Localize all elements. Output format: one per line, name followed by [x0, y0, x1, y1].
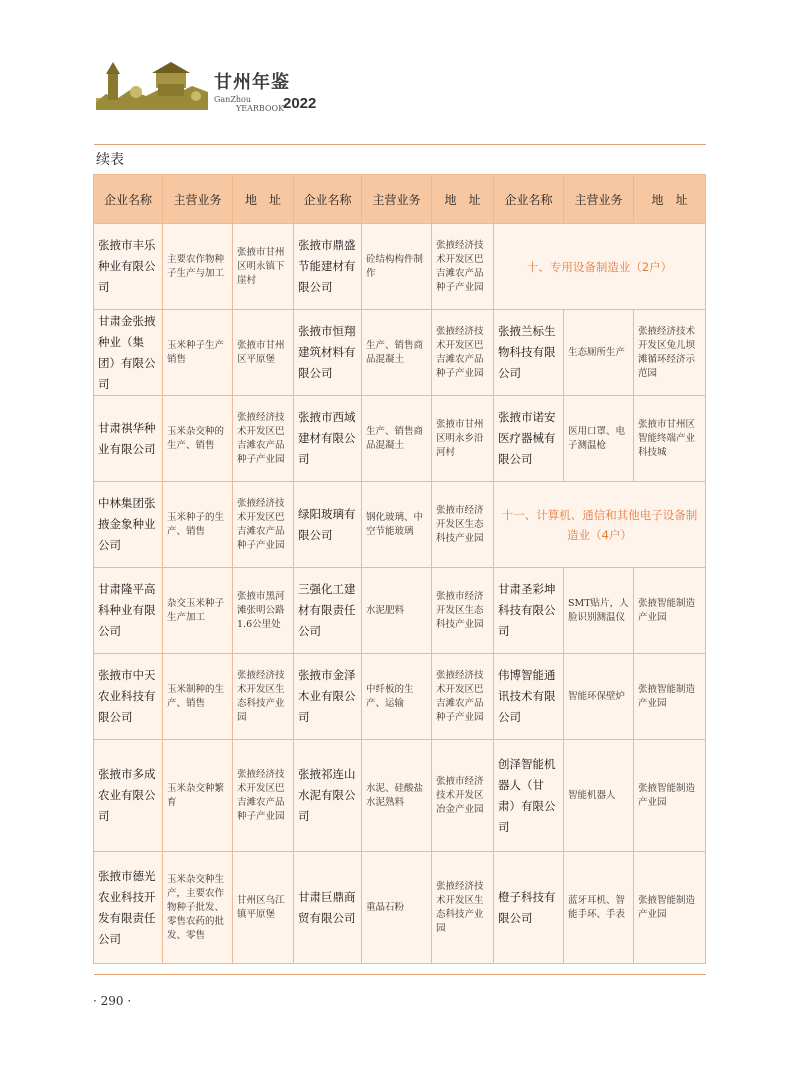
address: 甘州区乌江镇平原堡	[233, 852, 294, 964]
address: 张掖市经济开发区生态科技产业园	[432, 482, 494, 568]
column-header: 企业名称	[494, 175, 564, 224]
address: 张掖经济技术开发区生态科技产业园	[432, 852, 494, 964]
column-header: 企业名称	[294, 175, 362, 224]
address: 张掖市经济技术开发区冶金产业园	[432, 740, 494, 852]
company-name: 伟博智能通讯技术有限公司	[494, 654, 564, 740]
company-name: 张掖市多成农业有限公司	[94, 740, 163, 852]
address: 张掖智能制造产业园	[634, 568, 706, 654]
address: 张掖经济技术开发区巴吉滩农产品种子产业园	[432, 654, 494, 740]
column-header: 企业名称	[94, 175, 163, 224]
city-landscape-logo-icon	[96, 58, 208, 110]
company-name: 甘肃祺华种业有限公司	[94, 396, 163, 482]
table-row	[94, 396, 706, 482]
address: 张掖智能制造产业园	[634, 852, 706, 964]
company-name: 橙子科技有限公司	[494, 852, 564, 964]
main-business: 玉米杂交种繁育	[163, 740, 233, 852]
yearbook-header	[96, 58, 336, 118]
main-business: 玉米种子生产销售	[163, 310, 233, 396]
section-heading: 十一、计算机、通信和其他电子设备制造业（4户）	[494, 482, 706, 568]
address: 张掖经济技术开发区兔儿坝滩循环经济示范园	[634, 310, 706, 396]
yearbook-subtitle-city: GanZhou	[214, 95, 251, 104]
table-row	[94, 482, 706, 568]
table-row	[94, 310, 706, 396]
company-name: 创泽智能机器人（甘肃）有限公司	[494, 740, 564, 852]
continued-label: 续表	[96, 152, 124, 168]
column-header: 地 址	[634, 175, 706, 224]
address: 张掖市甘州区明永乡沿河村	[432, 396, 494, 482]
table-row	[94, 568, 706, 654]
company-name: 张掖市诺安医疗器械有限公司	[494, 396, 564, 482]
table-row	[94, 852, 706, 964]
address: 张掖经济技术开发区生态科技产业园	[233, 654, 294, 740]
main-business: 钢化玻璃、中空节能玻璃	[362, 482, 432, 568]
address: 张掖经济技术开发区巴吉滩农产品种子产业园	[233, 396, 294, 482]
address: 张掖市甘州区明永镇下崖村	[233, 224, 294, 310]
main-business: 生产、销售商品混凝土	[362, 396, 432, 482]
address: 张掖经济技术开发区巴吉滩农产品种子产业园	[233, 740, 294, 852]
company-name: 张掖市丰乐种业有限公司	[94, 224, 163, 310]
company-name: 甘肃圣彩坤科技有限公司	[494, 568, 564, 654]
table-header-row	[94, 175, 706, 224]
main-business: 智能机器人	[564, 740, 634, 852]
main-business: 玉米种子的生产、销售	[163, 482, 233, 568]
company-name: 张掖祁连山水泥有限公司	[294, 740, 362, 852]
main-business: 水泥、硅酸盐水泥熟料	[362, 740, 432, 852]
main-business: 医用口罩、电子测温枪	[564, 396, 634, 482]
address: 张掖智能制造产业园	[634, 740, 706, 852]
bottom-divider	[94, 974, 706, 975]
address: 张掖市甘州区智能终端产业科技城	[634, 396, 706, 482]
main-business: 主要农作物种子生产与加工	[163, 224, 233, 310]
company-name: 中林集团张掖金象种业公司	[94, 482, 163, 568]
enterprise-table	[93, 174, 706, 964]
company-name: 张掖市德光农业科技开发有限责任公司	[94, 852, 163, 964]
main-business: 智能环保壁炉	[564, 654, 634, 740]
company-name: 张掖市中天农业科技有限公司	[94, 654, 163, 740]
address: 张掖经济技术开发区巴吉滩农产品种子产业园	[432, 224, 494, 310]
main-business: 玉米制种的生产、销售	[163, 654, 233, 740]
table-row	[94, 224, 706, 310]
address: 张掖智能制造产业园	[634, 654, 706, 740]
company-name: 张掖市西域建材有限公司	[294, 396, 362, 482]
column-header: 主营业务	[362, 175, 432, 224]
company-name: 张掖市鼎盛节能建材有限公司	[294, 224, 362, 310]
main-business: 砼结构构件制作	[362, 224, 432, 310]
top-divider	[94, 144, 706, 145]
company-name: 甘肃巨鼎商贸有限公司	[294, 852, 362, 964]
company-name: 张掖兰标生物科技有限公司	[494, 310, 564, 396]
yearbook-year: 2022	[283, 95, 317, 112]
column-header: 主营业务	[163, 175, 233, 224]
main-business: 玉米杂交种的生产、销售	[163, 396, 233, 482]
address: 张掖经济技术开发区巴吉滩农产品种子产业园	[432, 310, 494, 396]
main-business: SMT贴片，人脸识别测温仪	[564, 568, 634, 654]
company-name: 张掖市恒翔建筑材料有限公司	[294, 310, 362, 396]
section-heading: 十、专用设备制造业（2户）	[494, 224, 706, 310]
address: 张掖经济技术开发区巴吉滩农产品种子产业园	[233, 482, 294, 568]
address: 张掖市黑河滩张明公路1.6公里处	[233, 568, 294, 654]
address: 张掖市甘州区平原堡	[233, 310, 294, 396]
main-business: 生产、销售商品混凝土	[362, 310, 432, 396]
company-name: 甘肃隆平高科种业有限公司	[94, 568, 163, 654]
company-name: 甘肃金张掖种业（集团）有限公司	[94, 310, 163, 396]
column-header: 主营业务	[564, 175, 634, 224]
address: 张掖市经济开发区生态科技产业园	[432, 568, 494, 654]
table-row	[94, 740, 706, 852]
company-name: 三强化工建材有限责任公司	[294, 568, 362, 654]
page-number: · 290 ·	[93, 994, 132, 1008]
main-business: 生态厕所生产	[564, 310, 634, 396]
main-business: 水泥肥料	[362, 568, 432, 654]
yearbook-subtitle-yearbook: YEARBOOK	[236, 104, 285, 113]
main-business: 重晶石粉	[362, 852, 432, 964]
company-name: 张掖市金泽木业有限公司	[294, 654, 362, 740]
table-row	[94, 654, 706, 740]
main-business: 杂交玉米种子生产加工	[163, 568, 233, 654]
main-business: 玉米杂交种生产，主要农作物种子批发、零售农药的批发、零售	[163, 852, 233, 964]
main-business: 中纤板的生产、运输	[362, 654, 432, 740]
column-header: 地 址	[432, 175, 494, 224]
company-name: 绿阳玻璃有限公司	[294, 482, 362, 568]
yearbook-title: 甘州年鉴	[214, 72, 290, 93]
column-header: 地 址	[233, 175, 294, 224]
main-business: 蓝牙耳机、智能手环、手表	[564, 852, 634, 964]
